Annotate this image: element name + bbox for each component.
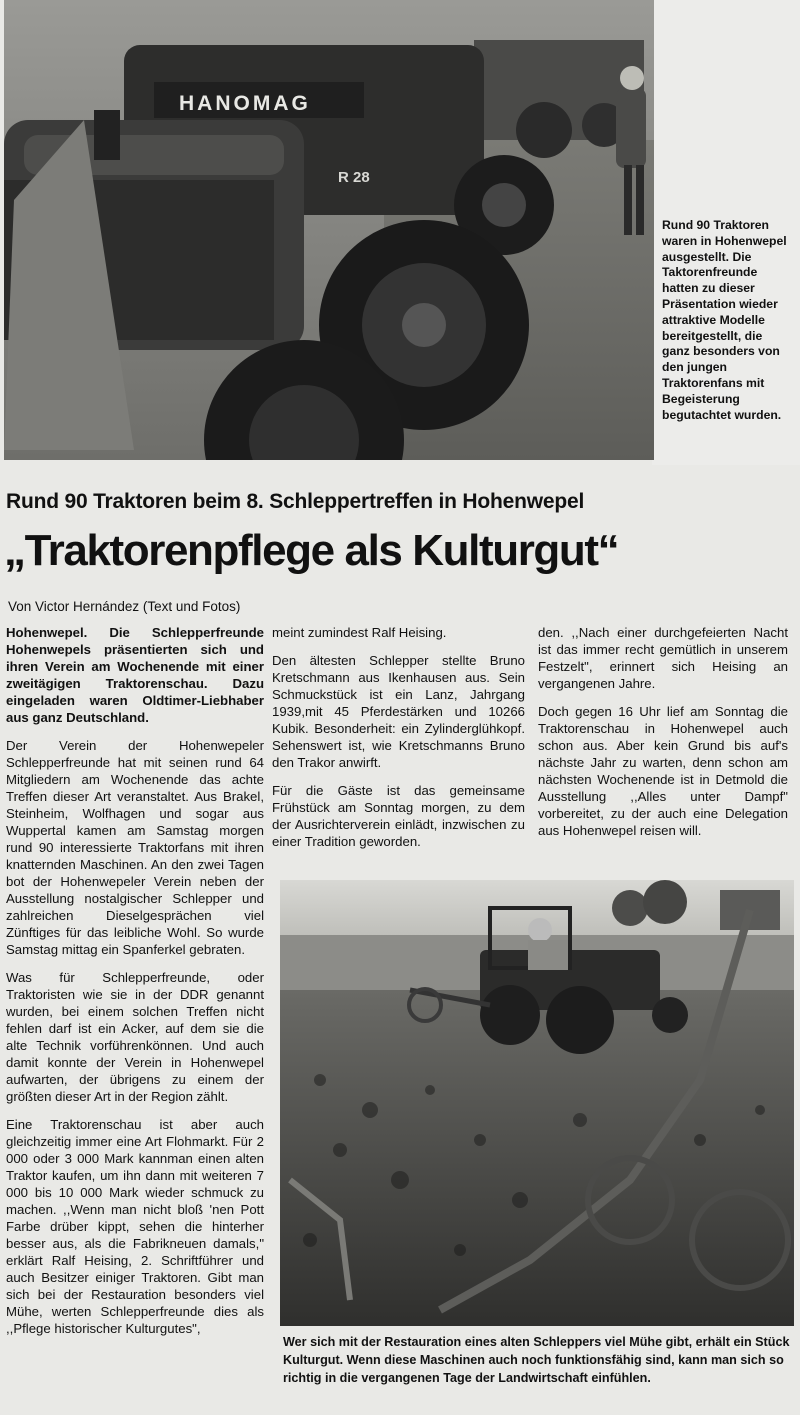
top-photo-caption: Rund 90 Traktoren waren in Hohenwepel ausgestellt. Die Taktorenfreunde hatten zu dieser Präsentation wieder attraktive Modelle bereitgestellt, die ganz besonders von den jungen Traktorenfans mit Begeisterung begutachtet wurden.: [662, 218, 787, 422]
tractor-photo-illustration: [4, 0, 654, 460]
article-paragraph: Für die Gäste ist das gemeinsame Frühstück am Sonntag morgen, zu dem der Ausrichterverein einlädt, inzwischen zu einer Tradition geworden.: [272, 783, 525, 849]
article-column-1: [6, 624, 264, 1348]
article-paragraph: Eine Traktorenschau ist aber auch gleichzeitig immer eine Art Flohmarkt. Für 2 000 oder 3 000 Mark kannman einen alten Traktor kaufen, um ihn dann mit weiteren 7 000 bis 10 000 Mark wieder schmuck zu machen. ,,Wenn man nicht bloß 'nen Pott Farbe drüber kippt, sehen die hinterher besser aus, als die Fabrikneuen damals," erklärt Ralf Heising, 2. Schriftführer und auch Besitzer einiger Traktoren. Gibt man sich bei der Restauration besonders viel Mühe, werten Schlepperfreunde dies als ,,Pflege historischer Kulturgutes",: [6, 1117, 264, 1336]
tractor-model-text: R 28: [338, 169, 370, 186]
article-column-3: [538, 624, 788, 850]
article-headline: „Traktorenpflege als Kulturgut“: [4, 526, 619, 575]
article-column-2: [272, 624, 525, 861]
article-paragraph: Der Verein der Hohenwepeler Schlepperfreunde hat mit seinen rund 64 Mitgliedern am Wochenende das achte Treffen dieser Art veranstaltet. Aus Brakel, Steinheim, Wolfhagen und sogar aus Wuppertal kamen am Samstag morgen rund 90 interessierte Traktorfans mit ihren knatternden Maschinen. An den zwei Tagen bot der Hohenwepeler Verein neben der Ausstellung nostalgischer Schlepper und zahlreichen Dieselgesprächen viel Zünftiges für das leibliche Wohl. So wurde Samstag mittag ein Spanferkel gebraten.: [6, 738, 264, 957]
article-paragraph: meint zumindest Ralf Heising.: [272, 625, 447, 640]
article-paragraph: Den ältesten Schlepper stellte Bruno Kretschmann aus Ikenhausen aus. Sein Schmuckstück ist ein Lanz, Jahrgang 1939,mit 45 Pferdestärken und 10266 Kubik. Besonderheit: ein Zylinderglühkopf. Sehenswert ist, wie Kretschmanns Bruno den Trakor anwirft.: [272, 653, 525, 770]
bottom-photo-caption: Wer sich mit der Restauration eines alten Schleppers viel Mühe gibt, erhält ein Stück Kulturgut. Wenn diese Maschinen auch noch funktionsfähig sind, kann man sich so richtig in die vergangenen Tage der Landwirtschaft einfühlen.: [283, 1335, 790, 1385]
article-paragraph: Was für Schlepperfreunde, oder Traktoristen wie sie in der DDR genannt wurden, bei einem solchen Treffen nicht fehlen darf ist ein Acker, auf dem sie die alte Technik vorführenkönnen. Und auch damit konnte der Verein in Hohenwepel aufwarten, der übrigens zu einem der größten dieser Art in der Region zählt.: [6, 970, 264, 1104]
article-kicker: Rund 90 Traktoren beim 8. Schleppertreffen in Hohenwepel: [6, 490, 585, 513]
article-paragraph: Doch gegen 16 Uhr lief am Sonntag die Traktorenschau in Hohenwepel auch schon aus. Aber kein Grund bis auf's nächste Jahr zu warten, denn schon am nächsten Wochenende ist in Detmold die Ausstellung ,,Alles unter Dampf" vorbereitet, zu der auch eine Delegation aus Hohenwepel reisen will.: [538, 704, 788, 838]
plowing-photo: [280, 880, 794, 1326]
plowing-photo-illustration: [280, 880, 794, 1326]
tractor-photo: [4, 0, 654, 460]
tractor-brand-text: HANOMAG: [179, 92, 311, 115]
article-byline: Von Victor Hernández (Text und Fotos): [8, 599, 241, 614]
article-paragraph: den. ,,Nach einer durchgefeierten Nacht ist das immer recht gemütlich in unserem Festzelt", erinnert sich Heising an vergangenen Jahre.: [538, 625, 788, 691]
article-lead-paragraph: Hohenwepel. Die Schlepperfreunde Hohenwepels präsentierten sich und ihren Verein am Wochenende mit einer zweitägigen Traktorenschau. Dazu eingeladen waren Oldtimer-Liebhaber aus ganz Deutschland.: [6, 625, 264, 725]
